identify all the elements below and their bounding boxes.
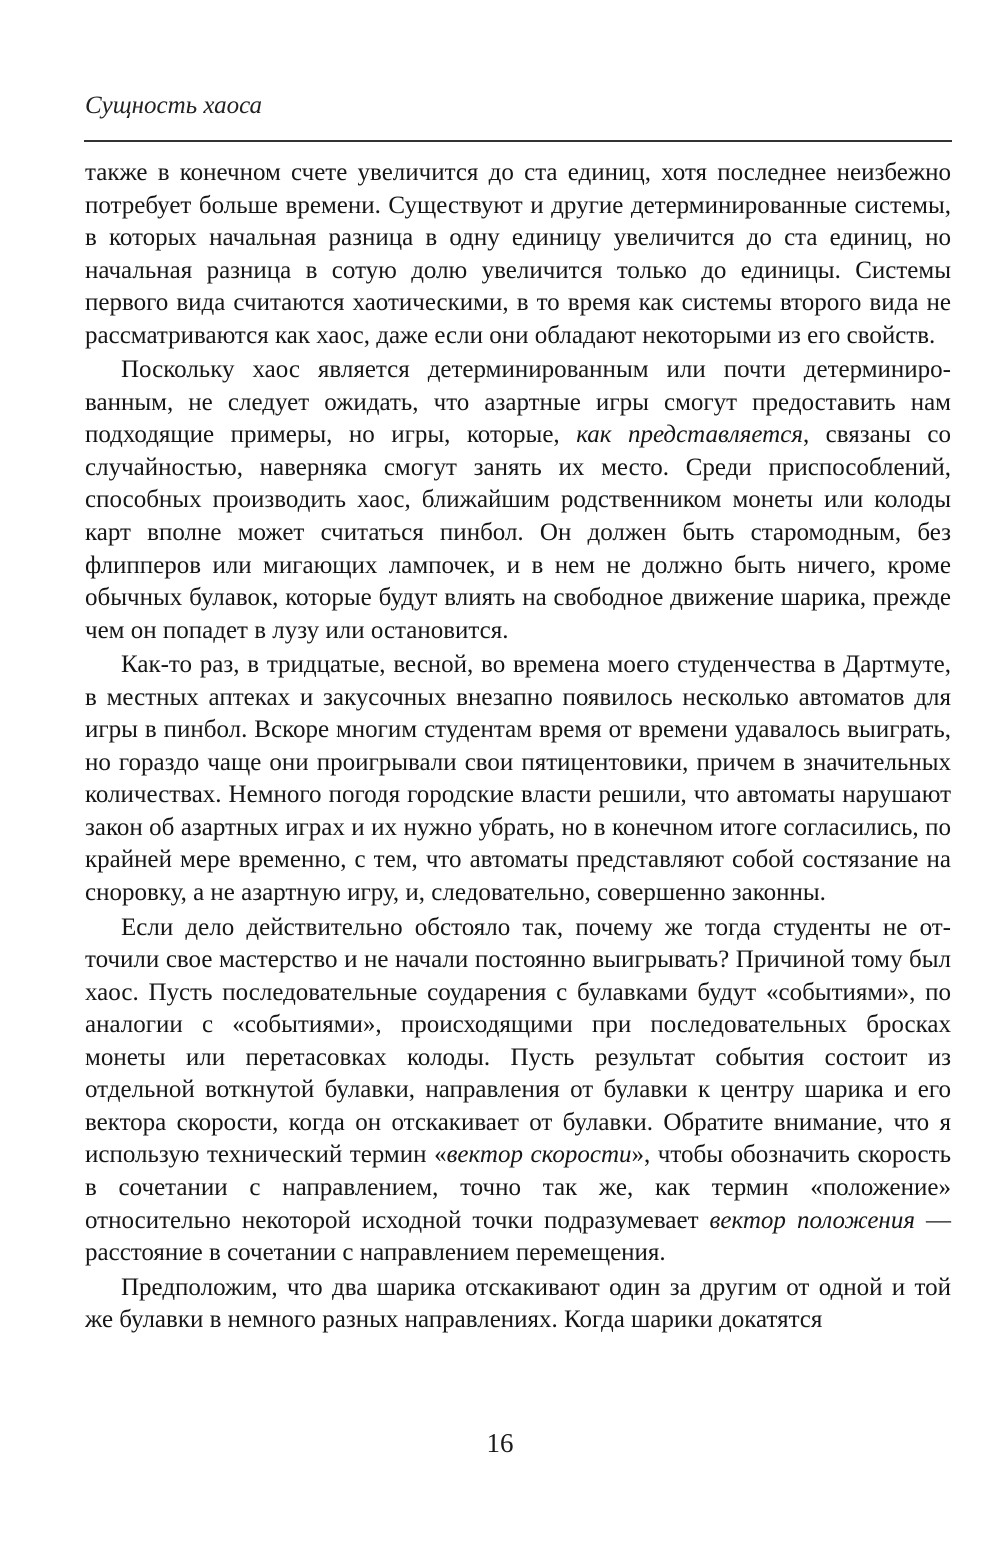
paragraph-4-part-c: — расстояние в сочетании с направлением перемещения. [85,1206,952,1267]
paragraph-4-emphasis-2: вектор положения [709,1206,915,1234]
paragraph-3: Как-то раз, в тридцатые, весной, во времена моего студенчества в Дартмуте, в местных аптеках и закусочных внезапно появилось несколько автоматов для игры в пинбол. Вскоре многим студентам время от времени удавалось выиграть, но гораздо чаще они проигрывали свои пятицентовики, причем в значительных количествах. Немного погодя городские власти решили, что автоматы нарушают закон об азартных играх и их нужно убрать, но в конечном итоге согласились, по крайней мере временно, с тем, что автоматы представляют собой состязание на сноровку, а не азартную игру, и, следовательно, совершенно законны. [85,651,951,907]
paragraph-2 [85,354,951,647]
paragraph-2-part-a: Поскольку хаос является детерминированным или почти детерминированным, не следует ожидать, что азартные игры смогут предоставить нам подходящие примеры, но игры, которые, [85,356,951,449]
paragraph-4-part-b: », чтобы обозначить скорость в сочетании с направлением, точно так же, как термин «положение» относительно некоторой исходной точки подразумевает [85,1141,951,1234]
body-text [85,157,951,1337]
header-rule [84,140,952,142]
page-number: 16 [486,1428,514,1458]
paragraph-1: также в конечном счете увеличится до ста единиц, хотя последнее неизбежно потребует больше времени. Существуют и другие детерминированные системы, в которых начальная разница в одну единицу увеличится до ста единиц, но начальная разница в сотую долю увеличится только до единицы. Системы первого вида считаются хаотическими, в то время как системы второго вида не рассматриваются как хаос, даже если они обладают некоторыми из его свойств. [85,159,951,349]
running-title: Сущность хаоса [85,92,263,119]
paragraph-2-part-b: , связаны со случайностью, наверняка смогут занять их место. Среди приспособлений, способных производить хаос, ближайшим родственником монеты или колоды карт вполне может считаться пинбол. Он должен быть старомодным, без флипперов или мигающих лампочек, и в нем не должно быть ничего, кроме обычных булавок, которые будут влиять на свободное движение шарика, прежде чем он попадет в лузу или остановится. [85,421,951,644]
paragraph-5: Предположим, что два шарика отскакивают один за другим от одной и той же булавки в немного разных направлениях. Когда шарики докатятся [85,1273,951,1334]
paragraph-2-emphasis: как представляется [576,421,803,449]
paragraph-4 [85,912,951,1270]
paragraph-4-part-a: Если дело действительно обстояло так, почему же тогда студенты не отточили свое мастерство и не начали постоянно выигрывать? Причиной тому был хаос. Пусть последовательные соударения с булавками будут «событиями», по аналогии с «событиями», происходящими при последовательных бросках монеты или перетасовках колоды. Пусть результат события состоит из отдельной воткнутой булавки, направления от булавки к центру шарика и его вектора скорости, когда он отскакивает от булавки. Обратите внимание, что я использую технический термин « [85,913,951,1169]
paragraph-4-emphasis-1: вектор скорости [446,1141,632,1169]
